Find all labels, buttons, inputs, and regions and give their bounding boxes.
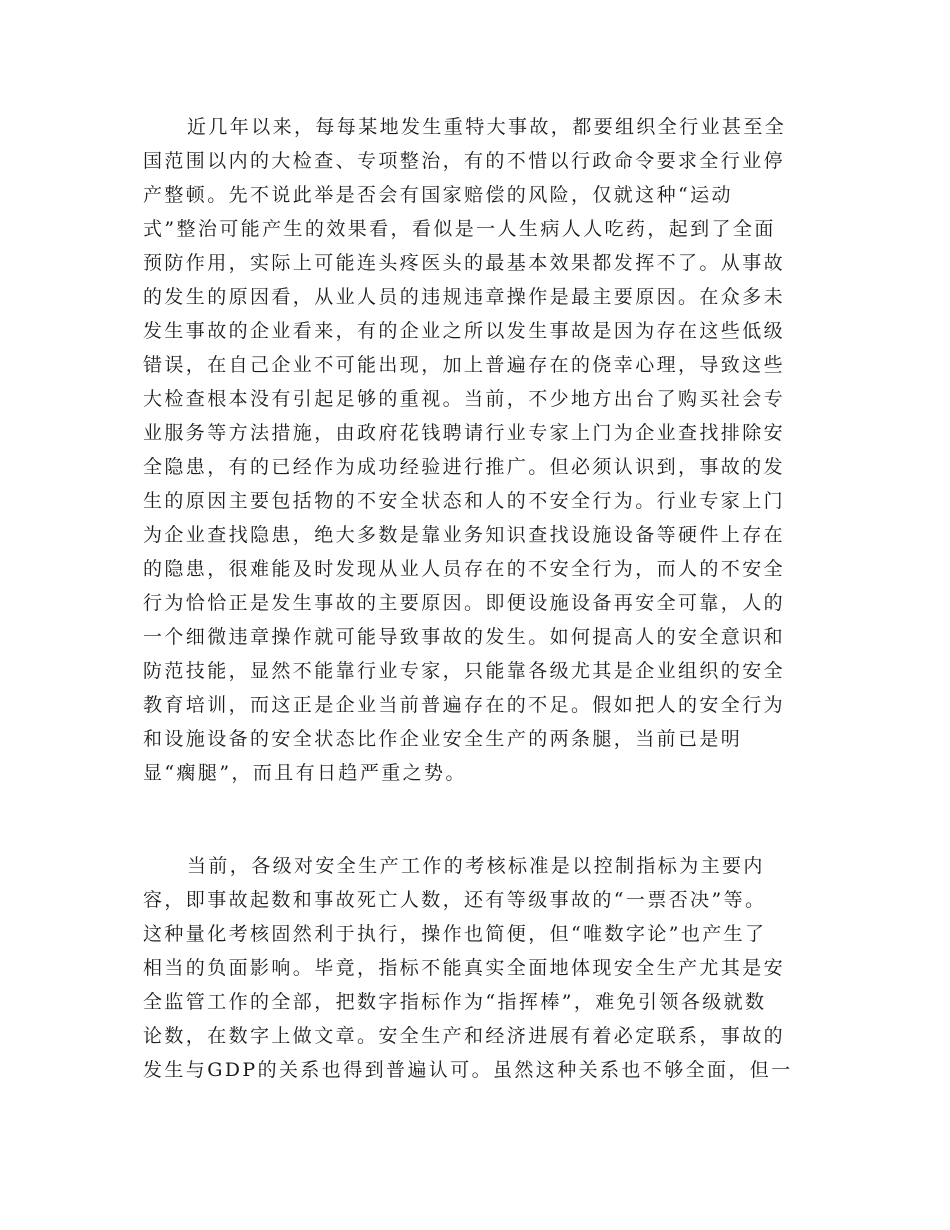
paragraph-line: 的发生的原因看，从业人员的违规违章操作是最主要原因。在众多未 [143,286,786,308]
paragraph-line: 产整顿。先不说此举是否会有国家赔偿的风险，仅就这种“运动 [143,184,733,206]
paragraph-line: 论数，在数字上做文章。安全生产和经济进展有着必定联系，事故的 [143,1025,786,1047]
paragraph-line: 全监管工作的全部，把数字指标作为“指挥棒”，难免引领各级就数 [143,991,767,1013]
paragraph-line: 的隐患，很难能及时发现从业人员存在的不安全行为，而人的不安全 [143,558,786,580]
paragraph-line: 发生与GDP的关系也得到普遍认可。虽然这种关系也不够全面，但一 [143,1059,793,1081]
paragraph-line: 容，即事故起数和事故死亡人数，还有等级事故的“一票否决”等。 [143,889,767,911]
paragraph-1 [143,110,803,790]
paragraph-line: 错误，在自己企业不可能出现，加上普遍存在的侥幸心理，导致这些 [143,354,786,376]
paragraph-line: 当前，各级对安全生产工作的考核标准是以控制指标为主要内 [187,855,765,877]
paragraph-2 [143,849,803,1087]
paragraph-line: 大检查根本没有引起足够的重视。当前，不少地方出台了购买社会专 [143,388,786,410]
paragraph-line: 国范围以内的大检查、专项整治，有的不惜以行政命令要求全行业停 [143,150,786,172]
paragraph-line: 近几年以来，每每某地发生重特大事故，都要组织全行业甚至全 [187,116,787,138]
paragraph-line: 显“瘸腿”，而且有日趋严重之势。 [143,762,467,784]
paragraph-line: 防范技能，显然不能靠行业专家，只能靠各级尤其是企业组织的安全 [143,660,786,682]
paragraph-line: 业服务等方法措施，由政府花钱聘请行业专家上门为企业查找排除安 [143,422,786,444]
paragraph-line: 教育培训，而这正是企业当前普遍存在的不足。假如把人的安全行为 [143,694,786,716]
paragraph-line: 相当的负面影响。毕竟，指标不能真实全面地体现安全生产尤其是安 [143,957,786,979]
paragraph-line: 为企业查找隐患，绝大多数是靠业务知识查找设施设备等硬件上存在 [143,524,786,546]
paragraph-line: 预防作用，实际上可能连头疼医头的最基本效果都发挥不了。从事故 [143,252,786,274]
paragraph-line: 全隐患，有的已经作为成功经验进行推广。但必须认识到，事故的发 [143,456,786,478]
paragraph-line: 式”整治可能产生的效果看，看似是一人生病人人吃药，起到了全面 [143,218,776,240]
paragraph-line: 生的原因主要包括物的不安全状态和人的不安全行为。行业专家上门 [143,490,786,512]
paragraph-line: 一个细微违章操作就可能导致事故的发生。如何提高人的安全意识和 [143,626,786,648]
paragraph-line: 发生事故的企业看来，有的企业之所以发生事故是因为存在这些低级 [143,320,786,342]
paragraph-line: 这种量化考核固然利于执行，操作也简便，但“唯数字论”也产生了 [143,923,767,945]
paragraph-line: 行为恰恰正是发生事故的主要原因。即便设施设备再安全可靠，人的 [143,592,786,614]
paragraph-line: 和设施设备的安全状态比作企业安全生产的两条腿，当前已是明 [143,728,743,750]
